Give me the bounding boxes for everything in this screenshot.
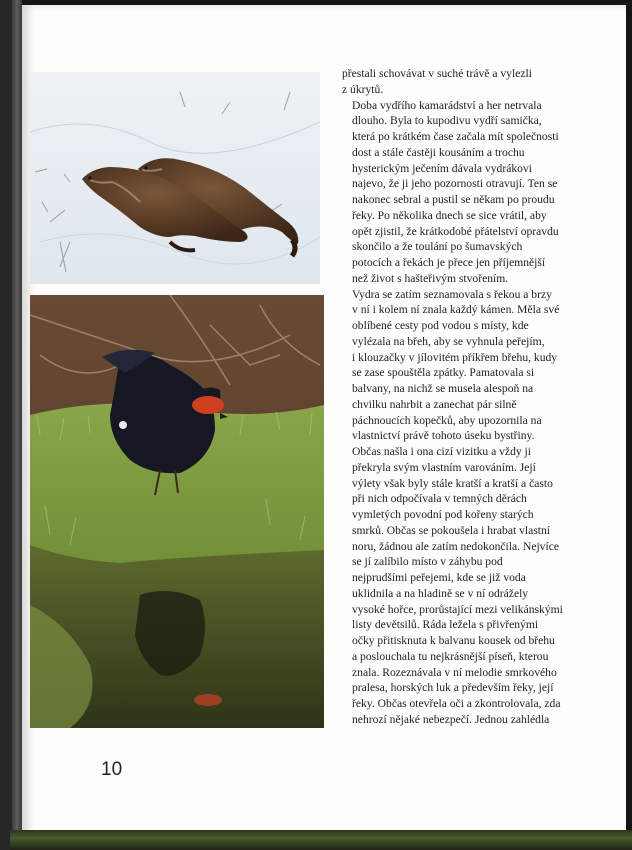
text-line: výlety však byly stále kratší a kratší a často: [352, 476, 553, 490]
page-edge-photo-strip: [10, 830, 632, 850]
text-line: balvany, na nichž se musela alespoň na: [352, 382, 534, 395]
text-line: z úkrytů.: [342, 82, 384, 96]
text-line: Doba vydřího kamarádství a her netrvala: [352, 98, 542, 112]
text-line: Vydra se zatím seznamovala s řekou a brzy: [352, 287, 552, 301]
text-line: páchnoucích kopečků, aby upozornila na: [352, 413, 542, 427]
otters-photo: [30, 72, 320, 284]
text-line: chvilku nahrbit a zanechat pár silně: [352, 397, 517, 411]
paragraph-3: [342, 287, 592, 728]
text-line: noru, žádnou ale zatím nedokončila. Nejvíce: [352, 539, 559, 553]
text-line: řeky. Občas otevřela oči a zkontrolovala, zda: [352, 697, 561, 710]
body-text: [342, 66, 592, 728]
text-line: uklidnila a na hladině se v ní odrážely: [352, 586, 529, 600]
text-line: najevo, že ji jeho pozornosti otravují. Ten se: [352, 177, 558, 191]
book-binding: [0, 0, 12, 850]
text-line: překryla svým vlastním varováním. Její: [352, 460, 536, 474]
text-line: v ní i kolem ní znala každý kámen. Měla své: [352, 303, 560, 317]
text-line: pralesa, horských luk a především řeky, její: [352, 681, 554, 695]
book-spine: [12, 0, 22, 850]
text-line: vlastnictví právě tohoto úseku bystřiny.: [352, 429, 535, 443]
text-line: a poslouchala tu nejkrásnější píseň, kterou: [352, 649, 549, 663]
text-line: dlouho. Byla to kupodivu vydří samička,: [352, 114, 542, 128]
black-grouse-photo: [30, 295, 324, 728]
text-line: listy devětsilů. Ráda ležela s přivřenými: [352, 618, 539, 632]
paragraph-1: [342, 66, 592, 98]
text-line: hysterickým ječením dávala vydrákovi: [352, 161, 532, 175]
text-line: nehrozí nějaké nebezpečí. Jednou zahlédla: [352, 712, 550, 726]
text-line: vylézala na břeh, aby se vyhnula peřejím,: [352, 334, 545, 348]
text-line: se zase spouštěla zpátky. Pamatovala si: [352, 366, 535, 380]
text-line: znala. Rozeznávala v ní melodie smrkového: [352, 665, 557, 679]
text-line: než život s hašteřivým stvořením.: [352, 271, 509, 285]
text-line: řeky. Po několika dnech se sice vrátil, aby: [352, 208, 547, 222]
text-line: která po krátkém čase začala mít společnosti: [352, 130, 559, 143]
text-line: i klouzačky v jílovitém příkřem břehu, kudy: [352, 350, 558, 364]
text-line: vysoké hořce, prorůstající mezi velikánskými: [352, 602, 563, 616]
text-line: se jí zalíbilo místo v záhybu pod: [352, 555, 503, 569]
paragraph-2: [342, 98, 592, 287]
text-line: nakonec sebral a pustil se někam po proudu: [352, 193, 555, 206]
text-line: opět zjistil, že krátkodobé přátelství opravdu: [352, 224, 559, 238]
page-number: 10: [101, 759, 123, 780]
text-line: Občas našla i ona cizí vizitku a vždy ji: [352, 445, 532, 458]
text-line: smrků. Občas se pokoušela i hrabat vlastní: [352, 523, 551, 537]
text-line: skončilo a že toulání po šumavských: [352, 240, 523, 254]
text-line: při nich odpočívala v temných děrách: [352, 492, 527, 506]
text-line: dost a stále častěji kousáním a trochu: [352, 145, 525, 159]
text-line: potocích a řekách je přece jen příjemnější: [352, 256, 546, 269]
text-line: přestali schovávat v suché trávě a vylezli: [342, 67, 532, 80]
text-line: očky přitisknuta k balvanu kousek od břehu: [352, 634, 555, 647]
text-line: vymletých povodní pod kořeny starých: [352, 508, 534, 521]
text-line: nejprudšími peřejemi, kde se již voda: [352, 571, 526, 584]
text-line: oblíbené cesty pod vodou s místy, kde: [352, 319, 529, 332]
